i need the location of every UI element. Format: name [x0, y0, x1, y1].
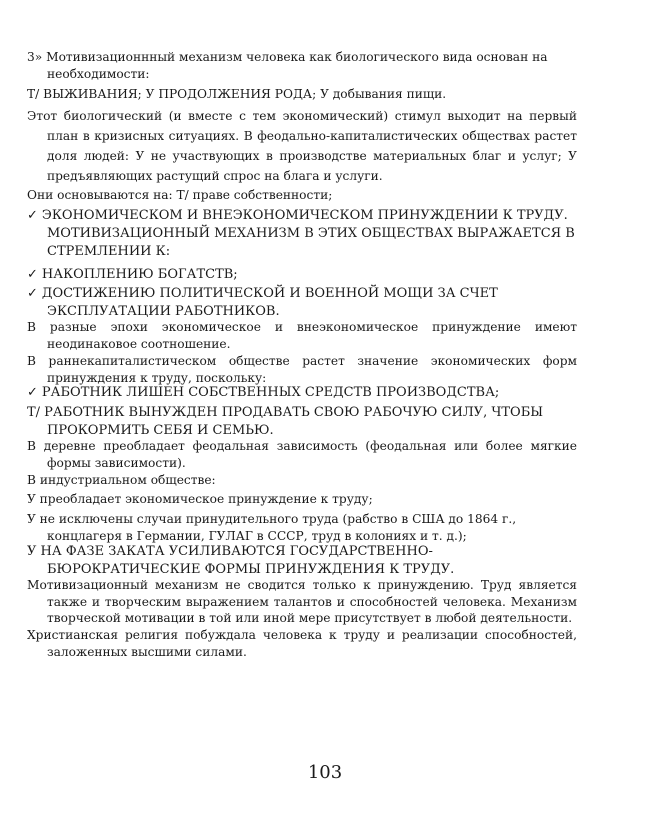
paragraph-based-on: Они основываются на: Т/ праве собственности; — [27, 188, 333, 202]
page-number: 103 — [307, 762, 343, 783]
checklist-item-coercion — [27, 207, 577, 261]
paragraph-christian: Христианская религия побуждала человека к труду и реализации способностей, заложенных высшими силами. — [27, 628, 577, 659]
paragraph-economic-coercion: У преобладает экономическое принуждение к труду; — [27, 492, 373, 506]
paragraph-village: В деревне преобладает феодальная зависимость (феодальная или более мягкие формы зависимости). — [27, 439, 577, 470]
paragraph-mechanism-intro: 3» Мотивизационнный механизм человека как биологического вида основан на необходимости: — [27, 50, 548, 81]
checkmark-icon: ✓ — [27, 208, 38, 223]
checklist-item-text: НАКОПЛЕНИЮ БОГАТСТВ; — [41, 267, 238, 282]
paragraph-early-capitalist: В раннекапиталистическом обществе растет значение экономических форм принуждения к труду, поскольку: — [27, 354, 577, 385]
checklist-item-text: ЭКОНОМИЧЕСКОМ И ВНЕЭКОНОМИЧЕСКОМ ПРИНУЖДЕНИИ К ТРУДУ. МОТИВИЗАЦИОННЫЙ МЕХАНИЗМ В ЭТИХ ОБЩЕСТВАХ ВЫРАЖАЕТСЯ В СТРЕМЛЕНИИ К: — [41, 208, 575, 259]
checklist-item-text: РАБОТНИК ЛИШЕН СОБСТВЕННЫХ СРЕДСТВ ПРОИЗВОДСТВА; — [41, 385, 500, 400]
paragraph-biological-stimulus: Этот биологический (и вместе с тем экономический) стимул выходит на первый план в кризисных ситуациях. В феодально-капиталистических обществах растет доля людей: У не участвующих в производстве материальных благ и услуг; У предъявляющих растущий спрос на блага и услуги. — [27, 109, 577, 183]
checklist-item-wealth — [27, 266, 577, 284]
checkmark-icon: ✓ — [27, 286, 38, 301]
paragraph-eras: В разные эпохи экономическое и внеэкономическое принуждение имеют неодинаковое соотношение. — [27, 320, 577, 351]
paragraph-industrial: В индустриальном обществе: — [27, 473, 216, 487]
checkmark-icon: ✓ — [27, 385, 38, 400]
paragraph-decline-phase: У НА ФАЗЕ ЗАКАТА УСИЛИВАЮТСЯ ГОСУДАРСТВЕННО-БЮРОКРАТИЧЕСКИЕ ФОРМЫ ПРИНУЖДЕНИЯ К ТРУДУ. — [27, 544, 455, 577]
paragraph-creative-motivation: Мотивизационный механизм не сводится только к принуждению. Труд является также и творческим выражением талантов и способностей человека. Механизм творческой мотивации в той или иной мере присутствует в любой деятельности. — [27, 578, 577, 625]
checklist-item-no-means — [27, 384, 577, 402]
paragraph-survival: Т/ ВЫЖИВАНИЯ; У ПРОДОЛЖЕНИЯ РОДА; У добывания пищи. — [27, 87, 447, 101]
checklist-item-power — [27, 285, 577, 321]
paragraph-forced-labor: У не исключены случаи принудительного труда (рабство в США до 1864 г., концлагеря в Германии, ГУЛАГ в СССР, труд в колониях и т. д.); — [27, 512, 517, 543]
checkmark-icon: ✓ — [27, 267, 38, 282]
paragraph-sell-labor: Т/ РАБОТНИК ВЫНУЖДЕН ПРОДАВАТЬ СВОЮ РАБОЧУЮ СИЛУ, ЧТОБЫ ПРОКОРМИТЬ СЕБЯ И СЕМЬЮ. — [27, 405, 544, 438]
checklist-item-text: ДОСТИЖЕНИЮ ПОЛИТИЧЕСКОЙ И ВОЕННОЙ МОЩИ ЗА СЧЕТ ЭКСПЛУАТАЦИИ РАБОТНИКОВ. — [41, 286, 498, 319]
